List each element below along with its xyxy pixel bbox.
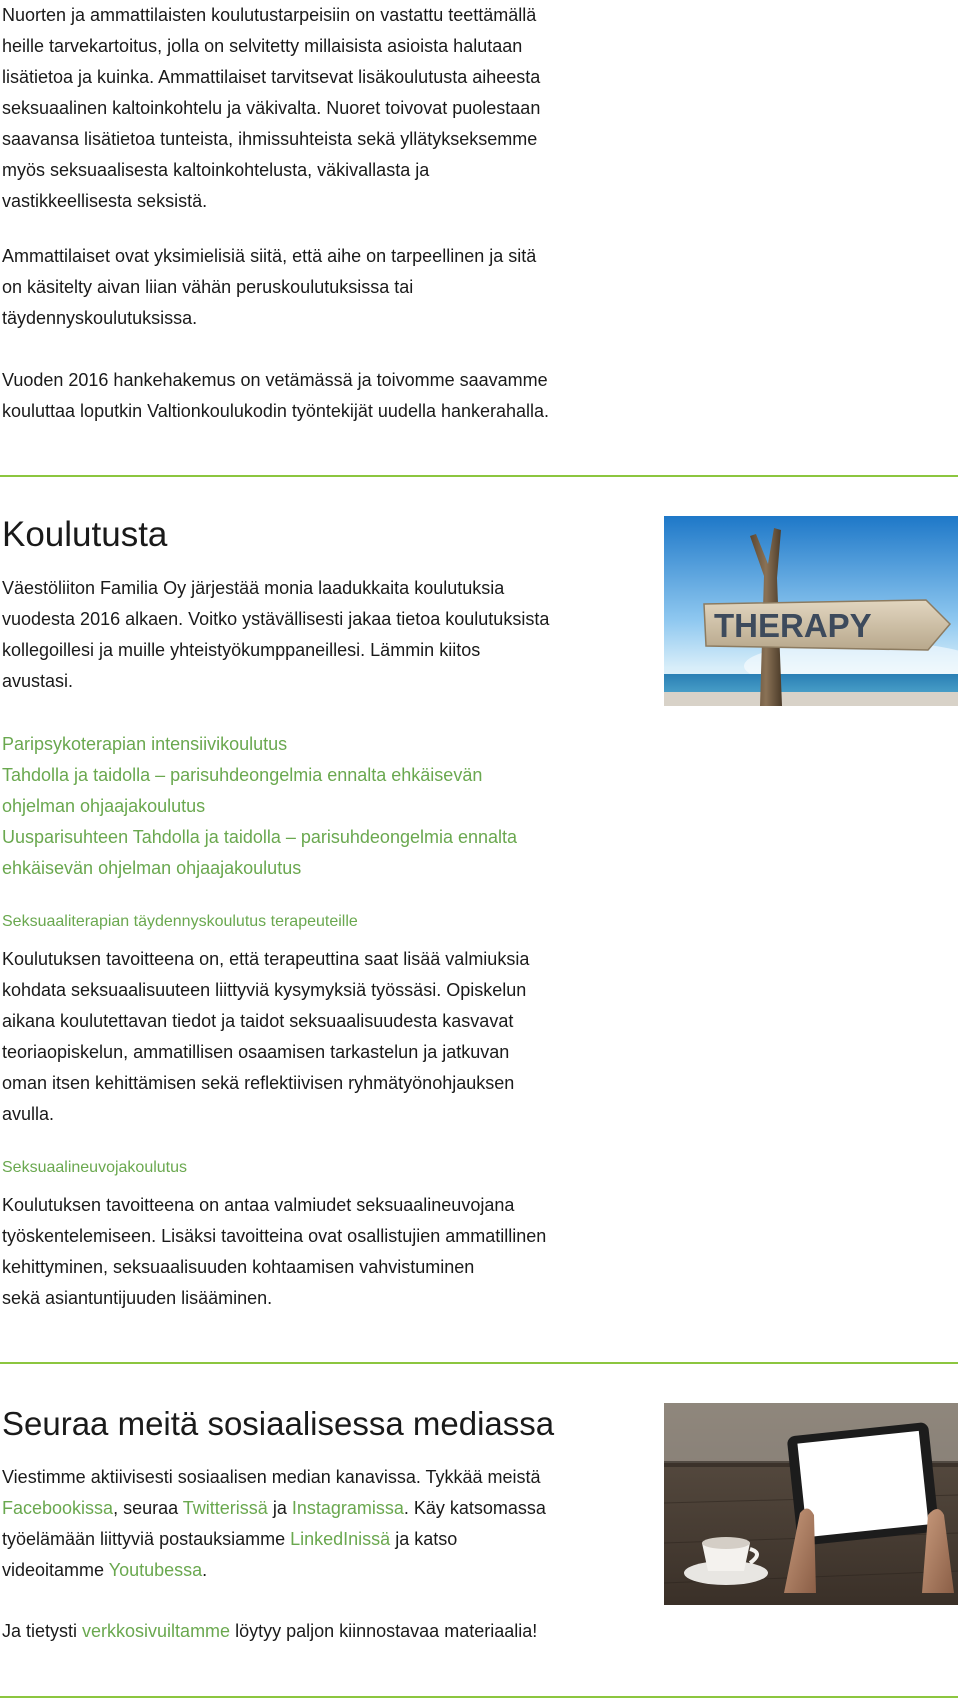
link-line: Uusparisuhteen Tahdolla ja taidolla – parisuhdeongelmia ennalta <box>2 827 518 847</box>
text-line: vastikkeellisesta seksistä. <box>2 191 208 211</box>
koulutusta-intro <box>2 573 642 697</box>
text-line: Väestöliiton Familia Oy järjestää monia laadukkaita koulutuksia <box>2 578 505 598</box>
seksuaalineuvoja-description <box>2 1190 642 1314</box>
intro-paragraph-1 <box>2 0 642 217</box>
link-line: ohjelman ohjaajakoulutus <box>2 796 206 816</box>
text: . <box>202 1560 208 1580</box>
tablet-coffee-image <box>664 1403 958 1605</box>
text-line: Vuoden 2016 hankehakemus on vetämässä ja toivomme saavamme <box>2 370 548 390</box>
link-youtube[interactable]: Youtubessa <box>108 1560 203 1580</box>
section-divider <box>0 1696 958 1698</box>
text-line: sekä asiantuntijuuden lisääminen. <box>2 1288 273 1308</box>
text-line: oman itsen kehittämisen sekä reflektiivisen ryhmätyönohjauksen <box>2 1073 515 1093</box>
text-line: Koulutuksen tavoitteena on, että terapeuttina saat lisää valmiuksia <box>2 949 530 969</box>
section-divider <box>0 475 958 477</box>
text-line: avustasi. <box>2 671 74 691</box>
intro-paragraph-2 <box>2 241 642 334</box>
text-line: kehittyminen, seksuaalisuuden kohtaamisen vahvistuminen <box>2 1257 475 1277</box>
text-line: Koulutuksen tavoitteena on antaa valmiudet seksuaalineuvojana <box>2 1195 515 1215</box>
seksuaaliterapia-title-wrap <box>2 913 642 931</box>
text-line: kouluttaa loputkin Valtionkoulukodin työntekijät uudella hankerahalla. <box>2 401 550 421</box>
social-paragraph <box>2 1462 642 1586</box>
text-line: täydennyskoulutuksissa. <box>2 308 198 328</box>
text: Viestimme aktiivisesti sosiaalisen median kanavissa. Tykkää meistä <box>2 1467 541 1487</box>
intro-paragraph-3 <box>2 365 642 427</box>
closing-paragraph <box>2 1616 642 1647</box>
link-linkedin[interactable]: LinkedInissä <box>290 1529 391 1549</box>
text-line: seksuaalinen kaltoinkohtelu ja väkivalta. Nuoret toivovat puolestaan <box>2 98 541 118</box>
text-line: aikana koulutettavan tiedot ja taidot seksuaalisuudesta kasvavat <box>2 1011 514 1031</box>
text-line: on käsitelty aivan liian vähän peruskoulutuksissa tai <box>2 277 414 297</box>
link-twitter[interactable]: Twitterissä <box>182 1498 268 1518</box>
link-tahdolla-ja-taidolla[interactable] <box>2 760 642 822</box>
text: Ja tietysti <box>2 1621 83 1641</box>
text-line: kollegoillesi ja muille yhteistyökumppaneillesi. Lämmin kiitos <box>2 640 481 660</box>
text: . Käy katsomassa <box>403 1498 546 1518</box>
link-seksuaaliterapia[interactable]: Seksuaaliterapian täydennyskoulutus terapeuteille <box>2 913 358 930</box>
text-line: kohdata seksuaalisuuteen liittyviä kysymyksiä työssäsi. Opiskelun <box>2 980 527 1000</box>
text-line: heille tarvekartoitus, jolla on selvitetty millaisista asioista halutaan <box>2 36 523 56</box>
text-line <box>2 1524 642 1555</box>
training-links <box>2 729 642 884</box>
link-line: Paripsykoterapian intensiivikoulutus <box>2 734 288 754</box>
social-heading: Seuraa meitä sosiaalisessa mediassa <box>2 1405 555 1442</box>
text-line: myös seksuaalisesta kaltoinkohtelusta, väkivallasta ja <box>2 160 430 180</box>
koulutusta-heading: Koulutusta <box>2 515 168 554</box>
section-divider <box>0 1362 958 1364</box>
text-line: teoriaopiskelun, ammatillisen osaamisen tarkastelun ja jatkuvan <box>2 1042 510 1062</box>
text-line: lisätietoa ja kuinka. Ammattilaiset tarvitsevat lisäkoulutusta aiheesta <box>2 67 541 87</box>
text-line: saavansa lisätietoa tunteista, ihmissuhteista sekä yllätykseksemme <box>2 129 538 149</box>
link-uusparisuhteen[interactable] <box>2 822 642 884</box>
text-line: Ammattilaiset ovat yksimielisiä siitä, että aihe on tarpeellinen ja sitä <box>2 246 537 266</box>
text-line <box>2 1462 642 1493</box>
link-paripsykoterapia[interactable] <box>2 729 642 760</box>
text-line: työskentelemiseen. Lisäksi tavoitteina ovat osallistujien ammatillinen <box>2 1226 547 1246</box>
link-line: Tahdolla ja taidolla – parisuhdeongelmia ennalta ehkäisevän <box>2 765 483 785</box>
text: videoitamme <box>2 1560 109 1580</box>
link-instagram[interactable]: Instagramissa <box>291 1498 404 1518</box>
therapy-sign-image <box>664 516 958 706</box>
text-line <box>2 1555 642 1586</box>
text: työelämään liittyviä postauksiamme <box>2 1529 291 1549</box>
link-website[interactable]: verkkosivuiltamme <box>82 1621 231 1641</box>
therapy-sign-text: THERAPY <box>714 607 872 644</box>
seksuaalineuvoja-title-wrap <box>2 1159 642 1177</box>
link-facebook[interactable]: Facebookissa <box>2 1498 114 1518</box>
link-seksuaalineuvojakoulutus[interactable]: Seksuaalineuvojakoulutus <box>2 1159 188 1176</box>
text: , seuraa <box>113 1498 183 1518</box>
text-line: Nuorten ja ammattilaisten koulutustarpeisiin on vastattu teettämällä <box>2 5 537 25</box>
text-line <box>2 1616 642 1647</box>
text-line <box>2 1493 642 1524</box>
text: löytyy paljon kiinnostavaa materiaalia! <box>230 1621 538 1641</box>
text: ja <box>267 1498 292 1518</box>
text: ja katso <box>390 1529 458 1549</box>
seksuaaliterapia-description <box>2 944 642 1130</box>
link-line: ehkäisevän ohjelman ohjaajakoulutus <box>2 858 302 878</box>
text-line: vuodesta 2016 alkaen. Voitko ystävällisesti jakaa tietoa koulutuksista <box>2 609 550 629</box>
text-line: avulla. <box>2 1104 55 1124</box>
